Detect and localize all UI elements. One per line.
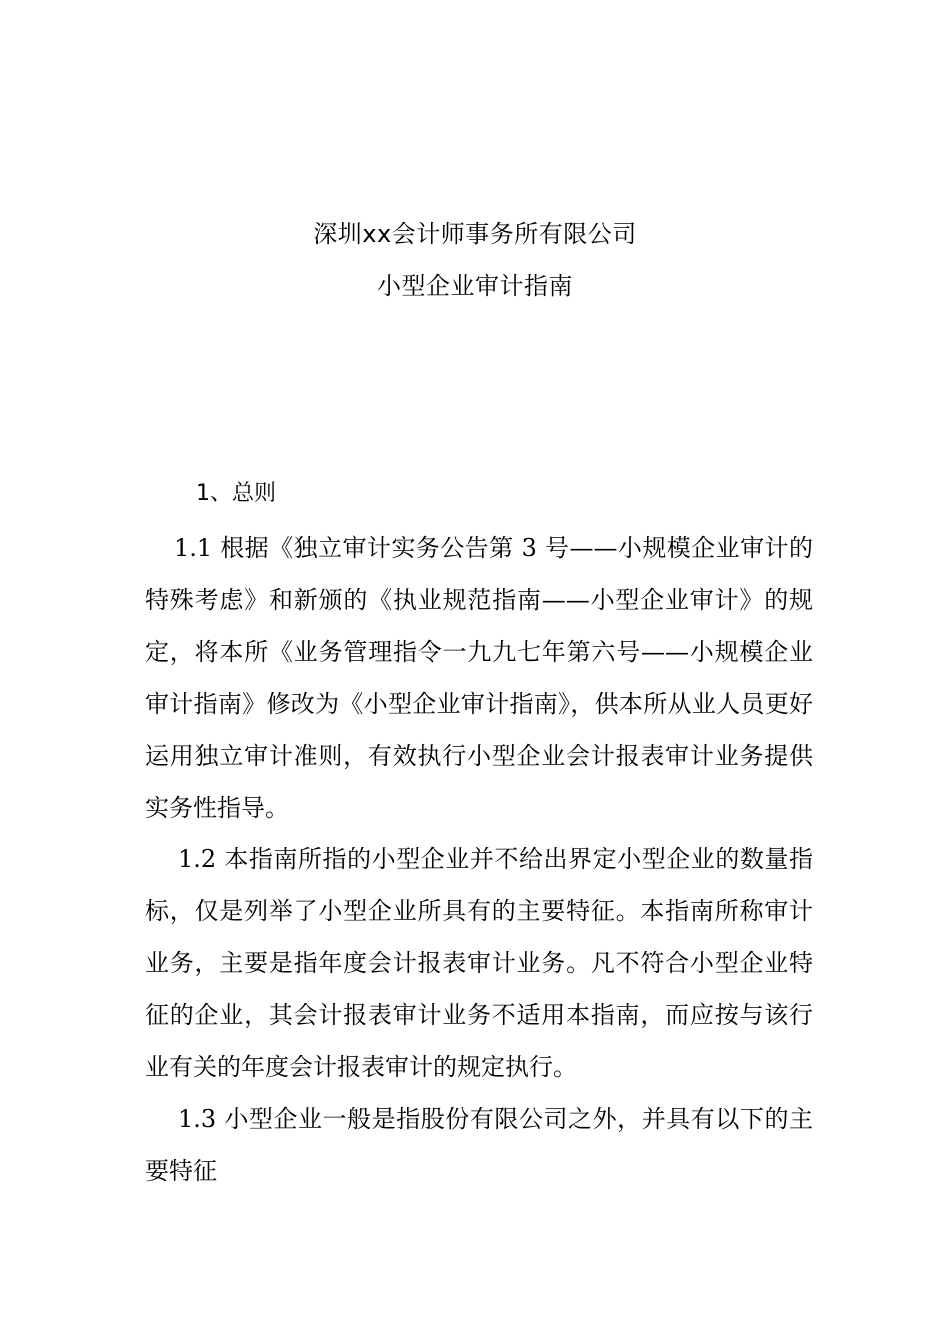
paragraph-1-1: 1.1 根据《独立审计实务公告第 3 号——小规模企业审计的特殊考虑》和新颁的《执业规范指南——小型企业审计》的规定，将本所《业务管理指令一九九七年第六号——小规模企业审计指南》修改为《小型企业审计指南》，供本所从业人员更好运用独立审计准则，有效执行小型企业会计报表审计业务提供实务性指导。	[145, 534, 813, 822]
paragraph-1-2: 1.2 本指南所指的小型企业并不给出界定小型企业的数量指标，仅是列举了小型企业所具有的主要特征。本指南所称审计业务，主要是指年度会计报表审计业务。凡不符合小型企业特征的企业，其会计报表审计业务不适用本指南，而应按与该行业有关的年度会计报表审计的规定执行。	[145, 845, 813, 1081]
paragraph-1-3: 1.3 小型企业一般是指股份有限公司之外，并具有以下的主要特征	[145, 1105, 813, 1185]
organization-title: 深圳xx会计师事务所有限公司	[313, 220, 637, 248]
document-title: 小型企业审计指南	[377, 272, 573, 300]
section-heading: 1、总则	[196, 481, 276, 506]
